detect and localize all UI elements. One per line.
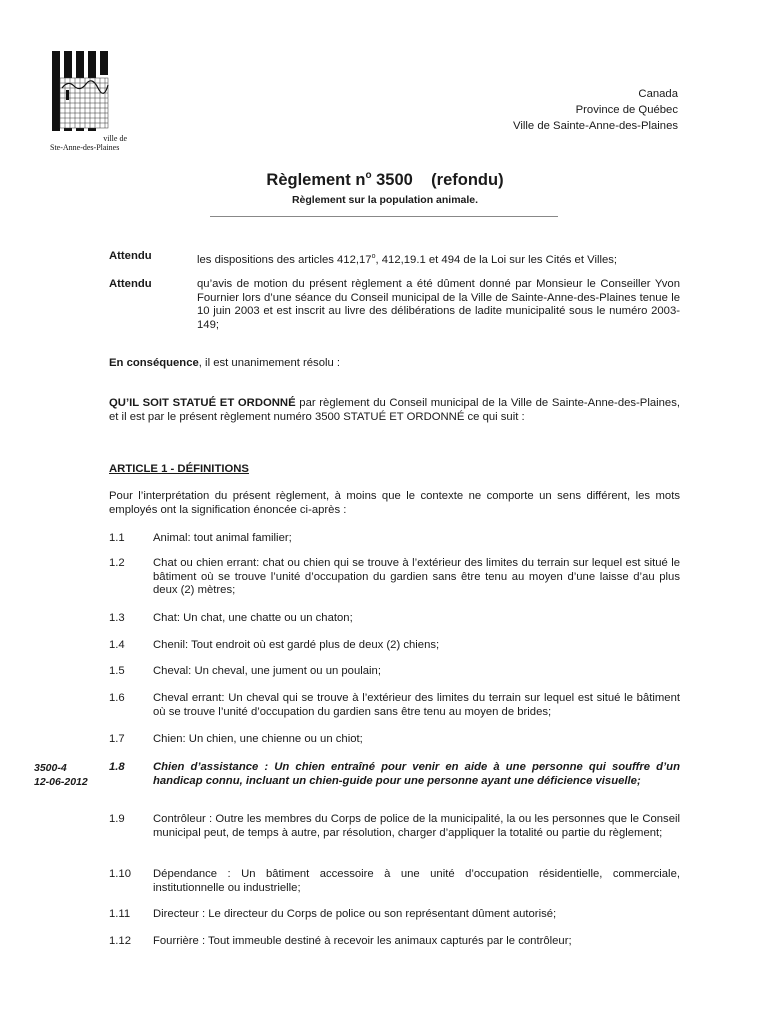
city: Ville de Sainte-Anne-des-Plaines <box>513 120 678 132</box>
attendu-label-2: Attendu <box>109 278 152 290</box>
def-text: Chat ou chien errant: chat ou chien qui se trouve à l’extérieur des limites du terrain sur lequel est situé le bâtiment où se trouve l’unité d’occupation du gardien sans être tenu au moyen d’une laisse d’au plus deux (2) mètres; <box>153 557 680 596</box>
def-text: Chat: Un chat, une chatte ou un chaton; <box>153 612 353 624</box>
def-number: 1.3 <box>109 612 125 624</box>
statue-paragraph <box>109 397 680 424</box>
document-subtitle: Règlement sur la population animale. <box>291 194 479 206</box>
title-main: Règlement n <box>266 171 366 189</box>
statue-bold: QU’IL SOIT STATUÉ ET ORDONNÉ <box>109 397 296 409</box>
attendu-1-text-a: les dispositions des articles 412,17 <box>197 254 372 266</box>
attendu-text-2: qu’avis de motion du présent règlement a été dûment donné par Monsieur le Conseiller Yvon Fournier lors d’une séance du Conseil municipal de la Ville de Sainte-Anne-des-Plaines tenue le 10 juin 2003 et est inscrit au livre des délibérations de ladite municipalité sous le numéro 2003-149; <box>197 278 680 331</box>
def-text: Dépendance : Un bâtiment accessoire à une unité d’occupation résidentielle, commerciale, institutionnelle ou industrielle; <box>153 868 680 894</box>
consequence-bold: En conséquence <box>109 357 199 369</box>
amendment-date: 12-06-2012 <box>34 776 88 788</box>
title-number: 3500 (refondu) <box>371 171 504 189</box>
document-title <box>0 170 770 190</box>
def-text: Chien: Un chien, une chienne ou un chiot; <box>153 733 363 745</box>
def-number: 1.1 <box>109 532 125 544</box>
def-number: 1.2 <box>109 557 125 569</box>
article-1-title: ARTICLE 1 - DÉFINITIONS <box>109 463 249 475</box>
def-text: Animal: tout animal familier; <box>153 532 292 544</box>
logo-caption <box>50 134 130 152</box>
title-divider <box>210 216 558 217</box>
def-number: 1.8 <box>109 761 125 773</box>
consequence-paragraph <box>109 357 680 371</box>
city-logo <box>50 50 130 146</box>
address-block <box>513 86 678 134</box>
def-text: Fourrière : Tout immeuble destiné à recevoir les animaux capturés par le contrôleur; <box>153 935 572 947</box>
country: Canada <box>638 88 678 100</box>
def-number: 1.7 <box>109 733 125 745</box>
attendu-1-sup: o <box>371 253 376 260</box>
amendment-margin-note <box>34 761 88 789</box>
def-text: Contrôleur : Outre les membres du Corps de police de la municipalité, la ou les personnes que le Conseil municipal peut, de temps à autre, par résolution, charger d’appliquer la totalité ou partie du règlement; <box>153 813 680 839</box>
def-number: 1.4 <box>109 639 125 651</box>
def-text: Cheval: Un cheval, une jument ou un poulain; <box>153 665 381 677</box>
attendu-label-1: Attendu <box>109 250 152 262</box>
def-number: 1.5 <box>109 665 125 677</box>
province: Province de Québec <box>575 104 678 116</box>
amendment-number: 3500-4 <box>34 762 67 774</box>
consequence-rest: , il est unanimement résolu : <box>198 357 341 369</box>
def-text: Chenil: Tout endroit où est gardé plus de deux (2) chiens; <box>153 639 440 651</box>
def-number: 1.10 <box>109 868 131 880</box>
def-text: Directeur : Le directeur du Corps de police ou son représentant dûment autorisé; <box>153 908 557 920</box>
attendu-1-text-b: , 412,19.1 et 494 de la Loi sur les Cités et Villes; <box>375 254 618 266</box>
def-number: 1.12 <box>109 935 131 947</box>
def-text-amended: Chien d’assistance : Un chien entraîné pour venir en aide à une personne qui souffre d’un handicap connu, incluant un chien-guide pour une personne ayant une déficience visuelle; <box>153 761 680 787</box>
logo-caption-line2: Ste-Anne-des-Plaines <box>50 143 120 152</box>
article-1-intro: Pour l’interprétation du présent règlement, à moins que le contexte ne comporte un sens différent, les mots employés ont la signification énoncée ci-après : <box>109 490 680 516</box>
title-degree: o <box>365 170 372 181</box>
def-number: 1.11 <box>109 908 131 920</box>
def-number: 1.9 <box>109 813 125 825</box>
statue-rest: par règlement du Conseil municipal de la Ville de Sainte-Anne-des-Plaines, et il est par le présent règlement numéro 3500 STATUÉ ET ORDONNÉ ce qui suit : <box>109 397 680 423</box>
attendu-text-1 <box>197 250 680 268</box>
logo-caption-line1: ville de <box>103 134 127 143</box>
def-number: 1.6 <box>109 692 125 704</box>
def-text: Cheval errant: Un cheval qui se trouve à l’extérieur des limites du terrain sur lequel est situé le bâtiment où se trouve l’unité d’occupation du gardien sans être tenu au moyen de brides; <box>153 692 680 718</box>
